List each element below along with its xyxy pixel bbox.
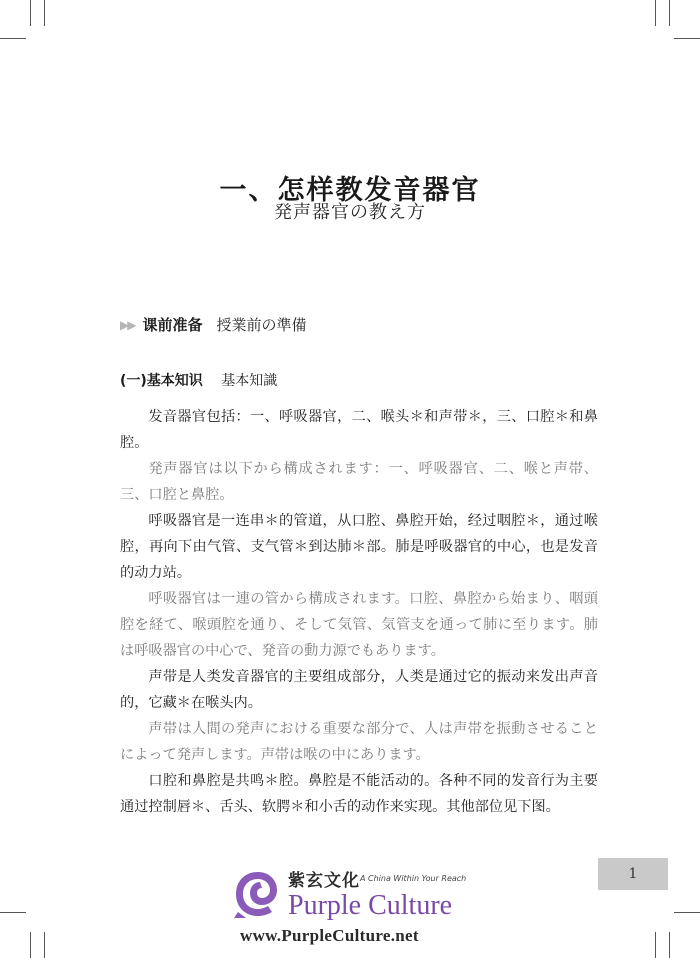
page-number: 1	[598, 858, 668, 890]
watermark-logo-cn: 紫玄文化	[288, 871, 360, 891]
paragraph-ja: 声帯は人間の発声における重要な部分で、人は声帯を振動させることによって発声します。声帯は喉の中にあります。	[120, 721, 598, 763]
watermark-url: www.PurpleCulture.net	[240, 926, 419, 945]
section-heading	[120, 314, 307, 335]
purple-culture-logo-icon	[232, 868, 284, 920]
page-title: 一、怎样教发音器官	[219, 175, 481, 207]
paragraph-ja: 呼吸器官は一連の管から構成されます。口腔、鼻腔から始まり、咽頭腔を経て、喉頭腔を通り、そして気管、気管支を通って肺に至ります。肺は呼吸器官の中心で、発音の動力源でもあります。	[120, 591, 598, 659]
watermark	[232, 862, 502, 954]
subsection-label-cn: (一)基本知识	[120, 373, 203, 389]
paragraph-zh: 声带是人类发音器官的主要组成部分，人类是通过它的振动来发出声音的，它藏＊在喉头内。	[120, 669, 598, 711]
section-label-ja: 授業前の準備	[216, 316, 307, 334]
subsection-label-ja: 基本知識	[221, 373, 278, 389]
body-text	[120, 404, 598, 820]
watermark-tagline: A China Within Your Reach	[360, 874, 467, 883]
page-subtitle: 発声器官の教え方	[274, 202, 426, 223]
paragraph-ja: 発声器官は以下から構成されます：一、呼吸器官、二、喉と声帯、三、口腔と鼻腔。	[120, 461, 598, 503]
watermark-name: Purple Culture	[288, 890, 453, 921]
subsection-heading	[120, 370, 277, 390]
double-arrow-icon: ▶▶	[120, 317, 135, 332]
paragraph-zh: 发音器官包括：一、呼吸器官，二、喉头＊和声带＊，三、口腔＊和鼻腔。	[120, 409, 598, 451]
paragraph-zh: 呼吸器官是一连串＊的管道，从口腔、鼻腔开始，经过咽腔＊，通过喉腔，再向下由气管、支气管＊到达肺＊部。肺是呼吸器官的中心，也是发音的动力站。	[120, 513, 598, 581]
paragraph-zh: 口腔和鼻腔是共鸣＊腔。鼻腔是不能活动的。各种不同的发音行为主要通过控制唇＊、舌头、软腭＊和小舌的动作来实现。其他部位见下图。	[120, 773, 598, 815]
section-label-cn: 课前准备	[142, 316, 203, 334]
